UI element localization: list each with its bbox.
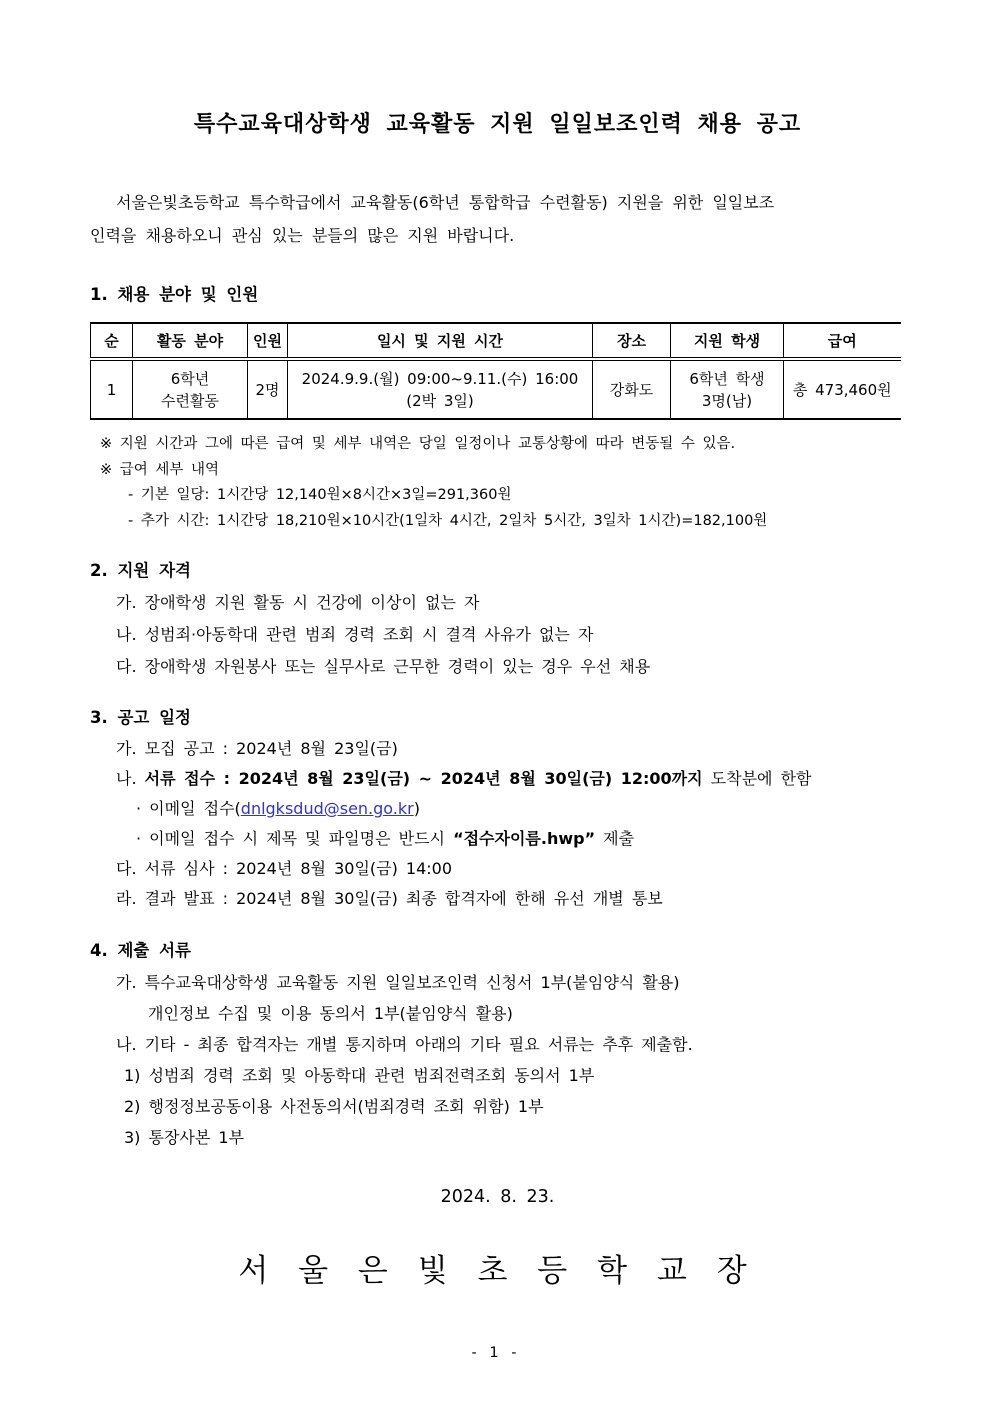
- schedule-item-review: 다. 서류 심사 : 2024년 8월 30일(금) 14:00: [116, 859, 453, 878]
- cell-students-line2: 3명(남): [701, 391, 753, 410]
- filename-suffix: 제출: [595, 829, 635, 848]
- table-header-field: 활동 분야: [133, 323, 248, 359]
- cell-time: [288, 359, 593, 419]
- table-header-pay: 급여: [784, 323, 901, 359]
- signature: 서 울 은 빛 초 등 학 교 장: [238, 1253, 757, 1289]
- cell-students-line1: 6학년 학생: [689, 369, 765, 388]
- documents-item-application: 가. 특수교육대상학생 교육활동 지원 일일보조인력 신청서 1부(붙임양식 활용): [116, 973, 680, 992]
- cell-field: [133, 359, 248, 419]
- note-line-2: ※ 급여 세부 내역: [100, 461, 220, 478]
- documents-item-bankbook: 3) 통장사본 1부: [124, 1128, 245, 1147]
- note-line-3: - 기본 일당: 1시간당 12,140원×8시간×3일=291,360원: [128, 487, 512, 503]
- schedule-item-filename: [90, 824, 905, 854]
- documents-item-admin-consent: 2) 행정정보공동이용 사전동의서(범죄경력 조회 위함) 1부: [124, 1097, 544, 1116]
- documents-item-crime-check: 1) 성범죄 경력 조회 및 아동학대 관련 범죄전력조회 동의서 1부: [124, 1066, 595, 1085]
- table-header-row: [91, 323, 901, 359]
- qualification-list: [90, 587, 905, 683]
- email-link[interactable]: dnlgksdud@sen.go.kr: [240, 799, 414, 818]
- cell-place: 강화도: [593, 359, 671, 419]
- cell-no: 1: [91, 359, 133, 419]
- cell-time-line1: 2024.9.9.(월) 09:00~9.11.(수) 16:00: [301, 369, 579, 388]
- table-header-time: 일시 및 지원 시간: [288, 323, 593, 359]
- schedule-list: [90, 734, 905, 914]
- email-prefix: · 이메일 접수(: [136, 799, 241, 818]
- qualification-item-2: 나. 성범죄·아동학대 관련 범죄 경력 조회 시 결격 사유가 없는 자: [116, 625, 594, 644]
- intro-paragraph: [90, 186, 905, 252]
- cell-field-line1: 6학년: [170, 369, 210, 388]
- table-header-students: 지원 학생: [671, 323, 784, 359]
- schedule-item-result: 라. 결과 발표 : 2024년 8월 30일(금) 최종 합격자에 한해 유선 개별 통보: [116, 889, 663, 908]
- recruitment-table: [90, 322, 901, 420]
- schedule-item-submission: [90, 764, 905, 794]
- issue-date: 2024. 8. 23.: [440, 1187, 555, 1207]
- table-row: [91, 359, 901, 419]
- filename-bold: “접수자이름.hwp”: [453, 829, 596, 848]
- submission-suffix: 도착분에 한함: [702, 769, 812, 788]
- schedule-item-announcement: 가. 모집 공고 : 2024년 8월 23일(금): [116, 739, 398, 758]
- note-line-1: ※ 지원 시간과 그에 따른 급여 및 세부 내역은 당일 일정이나 교통상황에 따라 변동될 수 있음.: [100, 436, 736, 452]
- section-1-heading: 1. 채용 분야 및 인원: [90, 285, 259, 304]
- section-2-heading: 2. 지원 자격: [90, 561, 191, 580]
- documents-list: [90, 967, 905, 1153]
- qualification-item-1: 가. 장애학생 지원 활동 시 건강에 이상이 없는 자: [116, 593, 480, 612]
- page-number: - 1 -: [471, 1345, 521, 1361]
- qualification-item-3: 다. 장애학생 자원봉사 또는 실무사로 근무한 경력이 있는 경우 우선 채용: [116, 657, 651, 676]
- intro-line-1: 서울은빛초등학교 특수학급에서 교육활동(6학년 통합학급 수련활동) 지원을 위한 일일보조: [116, 193, 775, 212]
- note-line-4: - 추가 시간: 1시간당 18,210원×10시간(1일차 4시간, 2일차 5시간, 3일차 1시간)=182,100원: [128, 512, 768, 529]
- table-notes: [90, 432, 905, 534]
- table-header-place: 장소: [593, 323, 671, 359]
- schedule-item-email: [90, 794, 905, 824]
- submission-prefix: 나.: [116, 769, 145, 788]
- cell-students: [671, 359, 784, 419]
- cell-field-line2: 수련활동: [161, 391, 219, 410]
- cell-pay: 총 473,460원: [784, 359, 901, 419]
- section-3-heading: 3. 공고 일정: [90, 708, 191, 727]
- documents-item-privacy: 개인정보 수집 및 이용 동의서 1부(붙임양식 활용): [148, 1004, 513, 1023]
- cell-count: 2명: [248, 359, 288, 419]
- submission-period: 서류 접수 : 2024년 8월 23일(금) ~ 2024년 8월 30일(금) 12:00까지: [144, 769, 703, 788]
- page-title: 특수교육대상학생 교육활동 지원 일일보조인력 채용 공고: [193, 112, 802, 137]
- documents-item-etc: 나. 기타 - 최종 합격자는 개별 통지하며 아래의 기타 필요 서류는 추후 제출함.: [116, 1035, 693, 1054]
- section-4-heading: 4. 제출 서류: [90, 941, 191, 960]
- table-header-count: 인원: [248, 323, 288, 359]
- filename-prefix: · 이메일 접수 시 제목 및 파일명은 반드시: [136, 829, 454, 848]
- intro-line-2: 인력을 채용하오니 관심 있는 분들의 많은 지원 바랍니다.: [90, 226, 515, 245]
- email-suffix: ): [413, 799, 420, 818]
- cell-time-line2: (2박 3일): [406, 391, 474, 410]
- table-header-no: 순: [91, 323, 133, 359]
